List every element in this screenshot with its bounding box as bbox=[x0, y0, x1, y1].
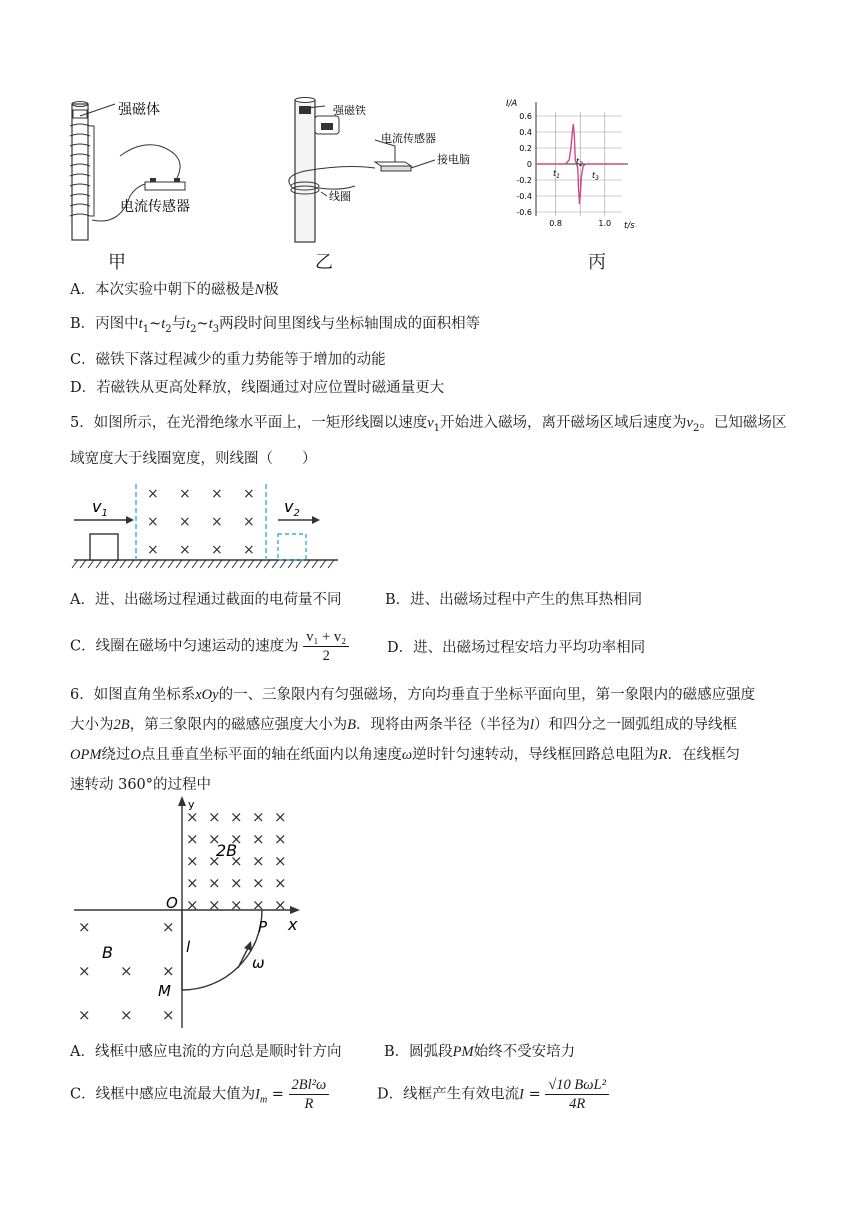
field-cross: × bbox=[252, 874, 265, 892]
q6-label-omega: ω bbox=[252, 954, 265, 972]
field-cross: × bbox=[147, 514, 159, 530]
chart-ylabel: I/A bbox=[506, 99, 518, 109]
q6-label-m: M bbox=[158, 982, 171, 1000]
field-cross: × bbox=[211, 542, 223, 558]
field-cross: × bbox=[186, 830, 199, 848]
jia-sensor-label: 电流传感器 bbox=[120, 199, 190, 215]
field-cross: × bbox=[78, 1006, 91, 1024]
field-cross: × bbox=[252, 896, 265, 914]
field-cross: × bbox=[120, 962, 133, 980]
field-cross: × bbox=[230, 896, 243, 914]
field-cross: × bbox=[230, 852, 243, 870]
q5-option-d: D．进、出磁场过程安培力平均功率相同 bbox=[387, 640, 646, 656]
figure-jia bbox=[60, 96, 260, 246]
field-cross: × bbox=[179, 542, 191, 558]
field-cross: × bbox=[186, 874, 199, 892]
y-tick-label: -0.6 bbox=[516, 208, 532, 217]
y-tick-label: 0.4 bbox=[519, 128, 532, 137]
label-t3: $t_3$ bbox=[592, 171, 599, 182]
q5-option-c: C．线圈在磁场中匀速运动的速度为 $\frac{\text{v₁ + v₂}}{2}$ bbox=[70, 628, 349, 665]
q5-option-a: A．进、出磁场过程通过截面的电荷量不同 bbox=[70, 592, 342, 608]
figure-yi bbox=[285, 96, 485, 246]
field-cross: × bbox=[186, 808, 199, 826]
jia-magnet-label: 强磁体 bbox=[118, 102, 160, 118]
figure-jia-caption: 甲 bbox=[108, 252, 126, 273]
yi-magnet-label: 强磁铁 bbox=[333, 104, 366, 117]
field-cross: × bbox=[252, 830, 265, 848]
q6-figure bbox=[70, 796, 310, 1032]
field-cross: × bbox=[186, 896, 199, 914]
field-cross: × bbox=[274, 808, 287, 826]
field-cross: × bbox=[208, 808, 221, 826]
field-cross: × bbox=[179, 486, 191, 502]
figure-yi-caption: 乙 bbox=[315, 252, 333, 273]
q4-option-c: C．磁铁下落过程减少的重力势能等于增加的动能 bbox=[70, 352, 386, 368]
field-cross: × bbox=[162, 1006, 175, 1024]
field-cross: × bbox=[243, 514, 255, 530]
field-cross: × bbox=[230, 808, 243, 826]
field-cross: × bbox=[243, 486, 255, 502]
q6-label-b: B bbox=[102, 943, 113, 962]
field-cross: × bbox=[274, 852, 287, 870]
q6-stem: 6．如图直角坐标系xOy的一、三象限内有匀强磁场，方向均垂直于坐标平面向里，第一象限内的磁感应强度 大小为2B，第三象限内的磁感应强度大小为B．现将由两条半径（半径为l）和四分之一圆弧组成的导线框 OPM绕过O点且垂直坐标平面的轴在纸面内以角速度ω逆时针匀速转动，导线框回路总电阻为R．在线框匀 速转动 360°的过程中 bbox=[70, 687, 756, 793]
q5-v1-label: $v_1$ bbox=[92, 497, 108, 519]
field-cross: × bbox=[162, 918, 175, 936]
label-t1: $t_1$ bbox=[553, 169, 560, 180]
y-tick-label: 0.2 bbox=[519, 144, 532, 153]
field-cross: × bbox=[147, 486, 159, 502]
q6-x-axis-label: x bbox=[288, 915, 298, 934]
q4-option-b: B．丙图中$t_1\sim t_2$与$t_2\sim t_3$两段时间里图线与坐标轴围成的面积相等 bbox=[70, 316, 481, 335]
field-cross: × bbox=[120, 1006, 133, 1024]
q5-option-b: B．进、出磁场过程中产生的焦耳热相同 bbox=[385, 592, 643, 608]
figure-bing-chart bbox=[500, 98, 640, 238]
q6-option-c: C．线框中感应电流最大值为$I_m$ = $\frac{\text{2Bl²ω}}{R}$ bbox=[70, 1076, 329, 1113]
field-cross: × bbox=[208, 830, 221, 848]
field-cross: × bbox=[252, 808, 265, 826]
figure-bing-caption: 丙 bbox=[588, 252, 606, 273]
field-cross: × bbox=[162, 962, 175, 980]
field-cross: × bbox=[230, 830, 243, 848]
q6-label-p: P bbox=[258, 918, 268, 936]
y-tick-label: 0.6 bbox=[519, 112, 532, 121]
q6-option-d: D．线框产生有效电流I = $\frac{\text{√10 BωL²}}{4R}$ bbox=[377, 1076, 609, 1113]
field-cross: × bbox=[208, 896, 221, 914]
q5-coil bbox=[90, 534, 118, 560]
x-tick-label: 0.8 bbox=[549, 219, 563, 228]
field-cross: × bbox=[179, 514, 191, 530]
field-cross: × bbox=[78, 918, 91, 936]
q6-y-axis-label: y bbox=[188, 798, 195, 811]
q6-label-l: l bbox=[186, 938, 191, 956]
field-cross: × bbox=[208, 852, 221, 870]
field-cross: × bbox=[78, 962, 91, 980]
q5-stem: 5．如图所示，在光滑绝缘水平面上，一矩形线圈以速度$v_1$开始进入磁场，离开磁场区域后速度为$v_2$。已知磁场区域宽度大于线圈宽度，则线圈（ ） bbox=[70, 415, 787, 467]
q5-v2-label: $v_2$ bbox=[284, 497, 300, 519]
q6-label-2b: 2B bbox=[216, 841, 238, 860]
field-cross: × bbox=[252, 852, 265, 870]
y-tick-label: -0.4 bbox=[516, 192, 532, 201]
field-cross: × bbox=[208, 874, 221, 892]
yi-coil-label: 线圈 bbox=[329, 190, 351, 203]
field-cross: × bbox=[230, 874, 243, 892]
chart-xlabel: t/s bbox=[624, 221, 635, 231]
x-tick-label: 1.0 bbox=[598, 219, 612, 228]
q4-option-a: A．本次实验中朝下的磁极是N极 bbox=[70, 282, 279, 298]
field-cross: × bbox=[243, 542, 255, 558]
q5-coil-exit bbox=[278, 534, 306, 560]
yi-pc-label: 接电脑 bbox=[437, 153, 470, 166]
field-cross: × bbox=[211, 514, 223, 530]
q6-label-o: O bbox=[166, 894, 178, 912]
label-t2: $t_2$ bbox=[576, 157, 583, 168]
q6-option-b: B．圆弧段PM始终不受安培力 bbox=[384, 1044, 576, 1060]
field-cross: × bbox=[186, 852, 199, 870]
field-cross: × bbox=[274, 896, 287, 914]
y-tick-label: -0.2 bbox=[516, 176, 532, 185]
field-cross: × bbox=[274, 874, 287, 892]
y-tick-label: 0 bbox=[526, 160, 532, 169]
q6-option-a: A．线框中感应电流的方向总是顺时针方向 bbox=[70, 1044, 342, 1060]
yi-sensor-label: 电流传感器 bbox=[381, 132, 436, 145]
q4-option-d: D．若磁铁从更高处释放，线圈通过对应位置时磁通量更大 bbox=[70, 380, 445, 396]
field-cross: × bbox=[211, 486, 223, 502]
q5-figure bbox=[70, 480, 340, 572]
field-cross: × bbox=[274, 830, 287, 848]
field-cross: × bbox=[147, 542, 159, 558]
